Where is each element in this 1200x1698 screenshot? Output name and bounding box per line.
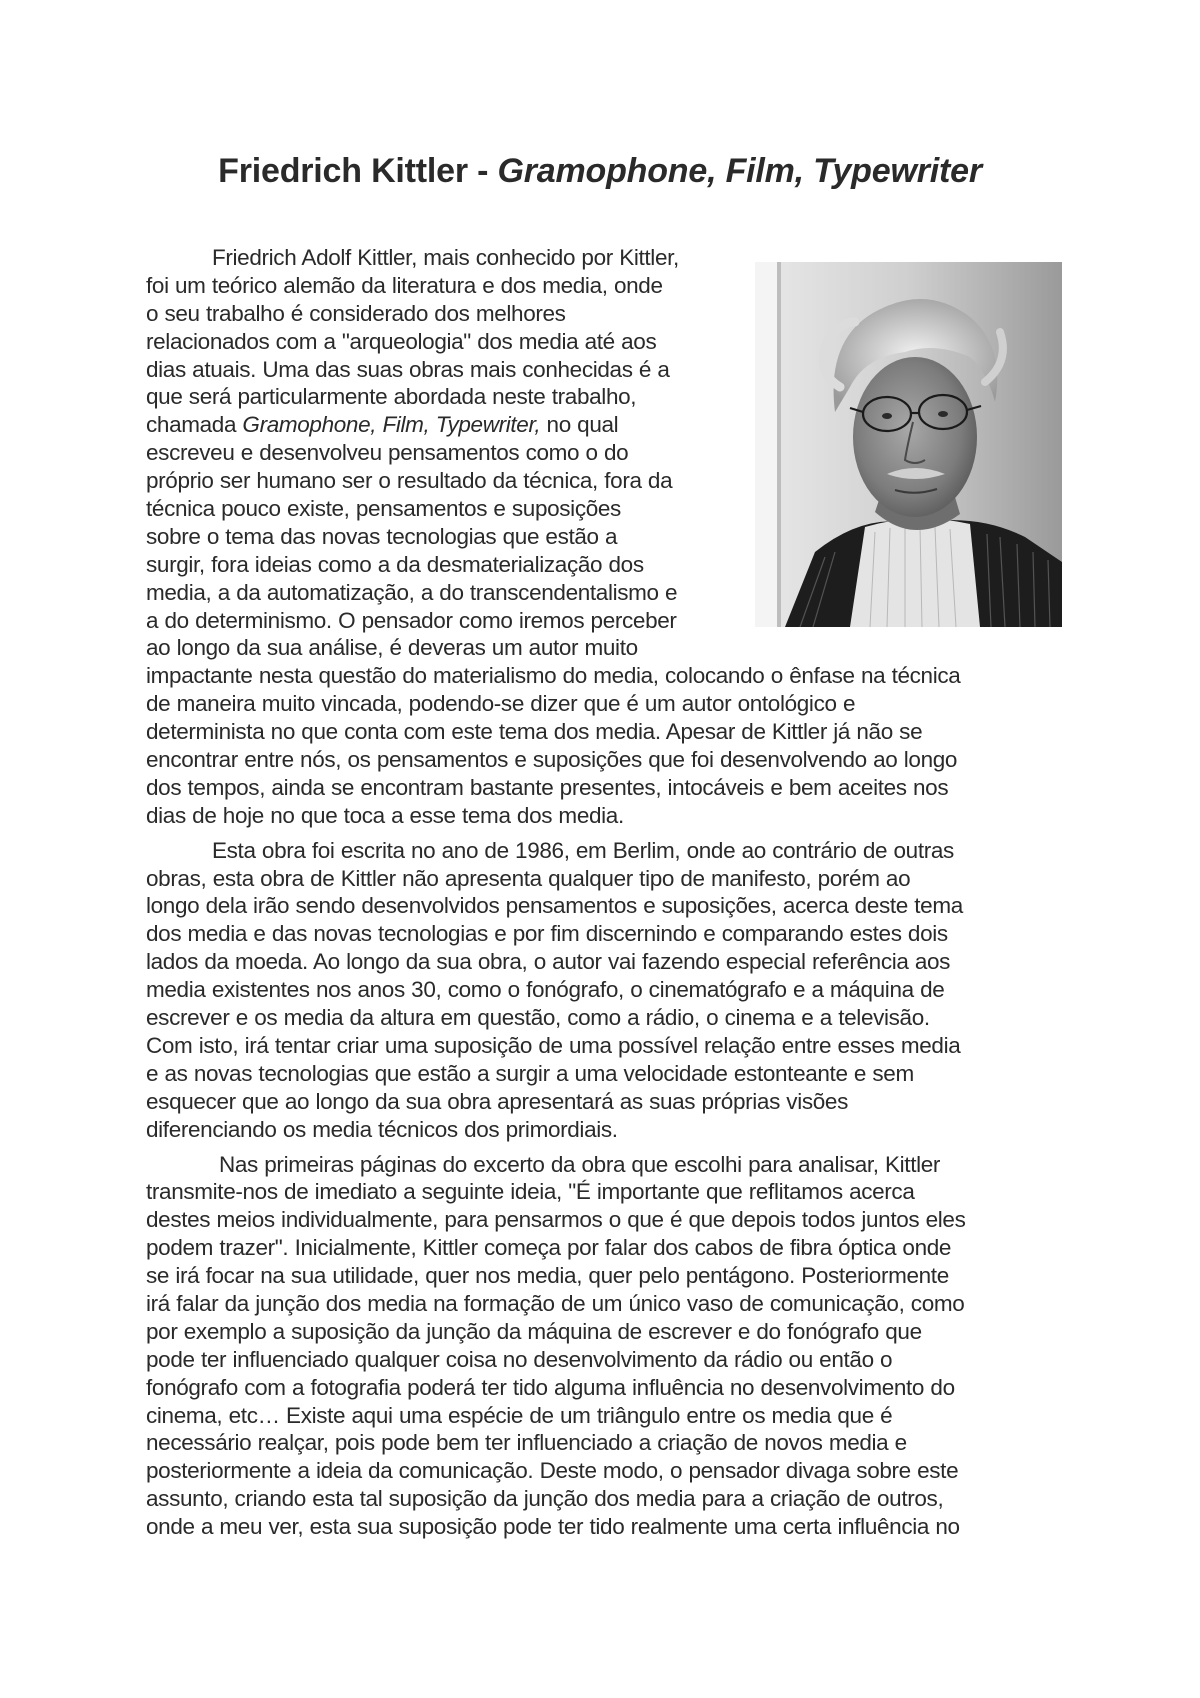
- text-line: se irá focar na sua utilidade, quer nos media, quer pelo pentágono. Posteriormente: [146, 1263, 949, 1289]
- text-line: assunto, criando esta tal suposição da junção dos media para a criação de outros,: [146, 1486, 944, 1512]
- text-line: impactante nesta questão do materialismo do media, colocando o ênfase na técnica: [146, 663, 961, 689]
- text-line: obras, esta obra de Kittler não apresenta qualquer tipo de manifesto, porém ao: [146, 865, 911, 891]
- text-line: e as novas tecnologias que estão a surgir a uma velocidade estonteante e sem: [146, 1060, 914, 1086]
- text-line: necessário realçar, pois pode bem ter influenciado a criação de novos media e: [146, 1430, 907, 1456]
- text-line: próprio ser humano ser o resultado da técnica, fora da: [146, 468, 673, 494]
- text-line: media existentes nos anos 30, como o fonógrafo, o cinematógrafo e a máquina de: [146, 977, 945, 1003]
- text-line: determinista no que conta com este tema dos media. Apesar de Kittler já não se: [146, 719, 923, 745]
- text-line: media, a da automatização, a do transcendentalismo e: [146, 579, 678, 605]
- text-line: dos media e das novas tecnologias e por fim discernindo e comparando estes dois: [146, 921, 948, 947]
- text-line: fonógrafo com a fotografia poderá ter tido alguma influência no desenvolvimento do: [146, 1374, 955, 1400]
- text-line: ao longo da sua análise, é deveras um autor muito: [146, 635, 638, 661]
- text-line: técnica pouco existe, pensamentos e suposições: [146, 496, 621, 522]
- text-line: irá falar da junção dos media na formação de um único vaso de comunicação, como: [146, 1290, 965, 1316]
- text-line: podem trazer". Inicialmente, Kittler começa por falar dos cabos de fibra óptica onde: [146, 1235, 952, 1261]
- text-line: foi um teórico alemão da literatura e dos media, onde: [146, 272, 663, 298]
- text-line: diferenciando os media técnicos dos primordiais.: [146, 1116, 618, 1142]
- text-line: dias de hoje no que toca a esse tema dos media.: [146, 802, 624, 828]
- text-line: que será particularmente abordada neste trabalho,: [146, 384, 637, 410]
- article-body: [146, 244, 1058, 1541]
- text-line: onde a meu ver, esta sua suposição pode ter tido realmente uma certa influência no: [146, 1514, 960, 1540]
- book-title-italic: Gramophone, Film, Typewriter,: [242, 412, 541, 438]
- text-line: Com isto, irá tentar criar uma suposição de uma possível relação entre esses media: [146, 1032, 961, 1058]
- text-line: posteriormente a ideia da comunicação. Deste modo, o pensador divaga sobre este: [146, 1458, 959, 1484]
- text-line: Nas primeiras páginas do excerto da obra que escolhi para analisar, Kittler: [219, 1151, 941, 1177]
- title-work: Gramophone, Film, Typewriter: [497, 152, 982, 190]
- text-line: transmite-nos de imediato a seguinte ideia, "É importante que reflitamos acerca: [146, 1179, 915, 1205]
- text-line: por exemplo a suposição da junção da máquina de escrever e do fonógrafo que: [146, 1318, 922, 1344]
- text-line: longo dela irão sendo desenvolvidos pensamentos e suposições, acerca deste tema: [146, 893, 963, 919]
- text-line: encontrar entre nós, os pensamentos e suposições que foi desenvolvendo ao longo: [146, 747, 958, 773]
- text-line: o seu trabalho é considerado dos melhores: [146, 300, 566, 326]
- text-line: lados da moeda. Ao longo da sua obra, o autor vai fazendo especial referência aos: [146, 949, 951, 975]
- text-line: dos tempos, ainda se encontram bastante presentes, intocáveis e bem aceites nos: [146, 774, 949, 800]
- text-line: sobre o tema das novas tecnologias que estão a: [146, 523, 618, 549]
- text-line: escreveu e desenvolveu pensamentos como o do: [146, 440, 629, 466]
- text-line: [146, 411, 1058, 439]
- text-run: chamada: [146, 412, 243, 438]
- text-line: Esta obra foi escrita no ano de 1986, em Berlim, onde ao contrário de outras: [212, 837, 954, 863]
- text-run: no qual: [540, 412, 619, 438]
- text-line: destes meios individualmente, para pensarmos o que é que depois todos juntos eles: [146, 1207, 966, 1233]
- text-line: cinema, etc… Existe aqui uma espécie de um triângulo entre os media que é: [146, 1402, 893, 1428]
- paragraph-3: [146, 1151, 1058, 1541]
- text-line: pode ter influenciado qualquer coisa no desenvolvimento da rádio ou então o: [146, 1346, 893, 1372]
- paragraph-1: [146, 244, 1058, 830]
- text-line: de maneira muito vincada, podendo-se dizer que é um autor ontológico e: [146, 691, 856, 717]
- paragraph-2: [146, 837, 1058, 1144]
- text-line: dias atuais. Uma das suas obras mais conhecidas é a: [146, 356, 670, 382]
- text-line: Friedrich Adolf Kittler, mais conhecido por Kittler,: [212, 245, 679, 270]
- text-line: esquecer que ao longo da sua obra apresentará as suas próprias visões: [146, 1088, 848, 1114]
- text-line: a do determinismo. O pensador como iremos perceber: [146, 607, 677, 633]
- text-line: escrever e os media da altura em questão, como a rádio, o cinema e a televisão.: [146, 1005, 930, 1031]
- page-title: [0, 152, 1200, 191]
- text-line: surgir, fora ideias como a da desmaterialização dos: [146, 551, 644, 577]
- text-line: relacionados com a "arqueologia" dos media até aos: [146, 328, 657, 354]
- title-author: Friedrich Kittler -: [218, 152, 498, 190]
